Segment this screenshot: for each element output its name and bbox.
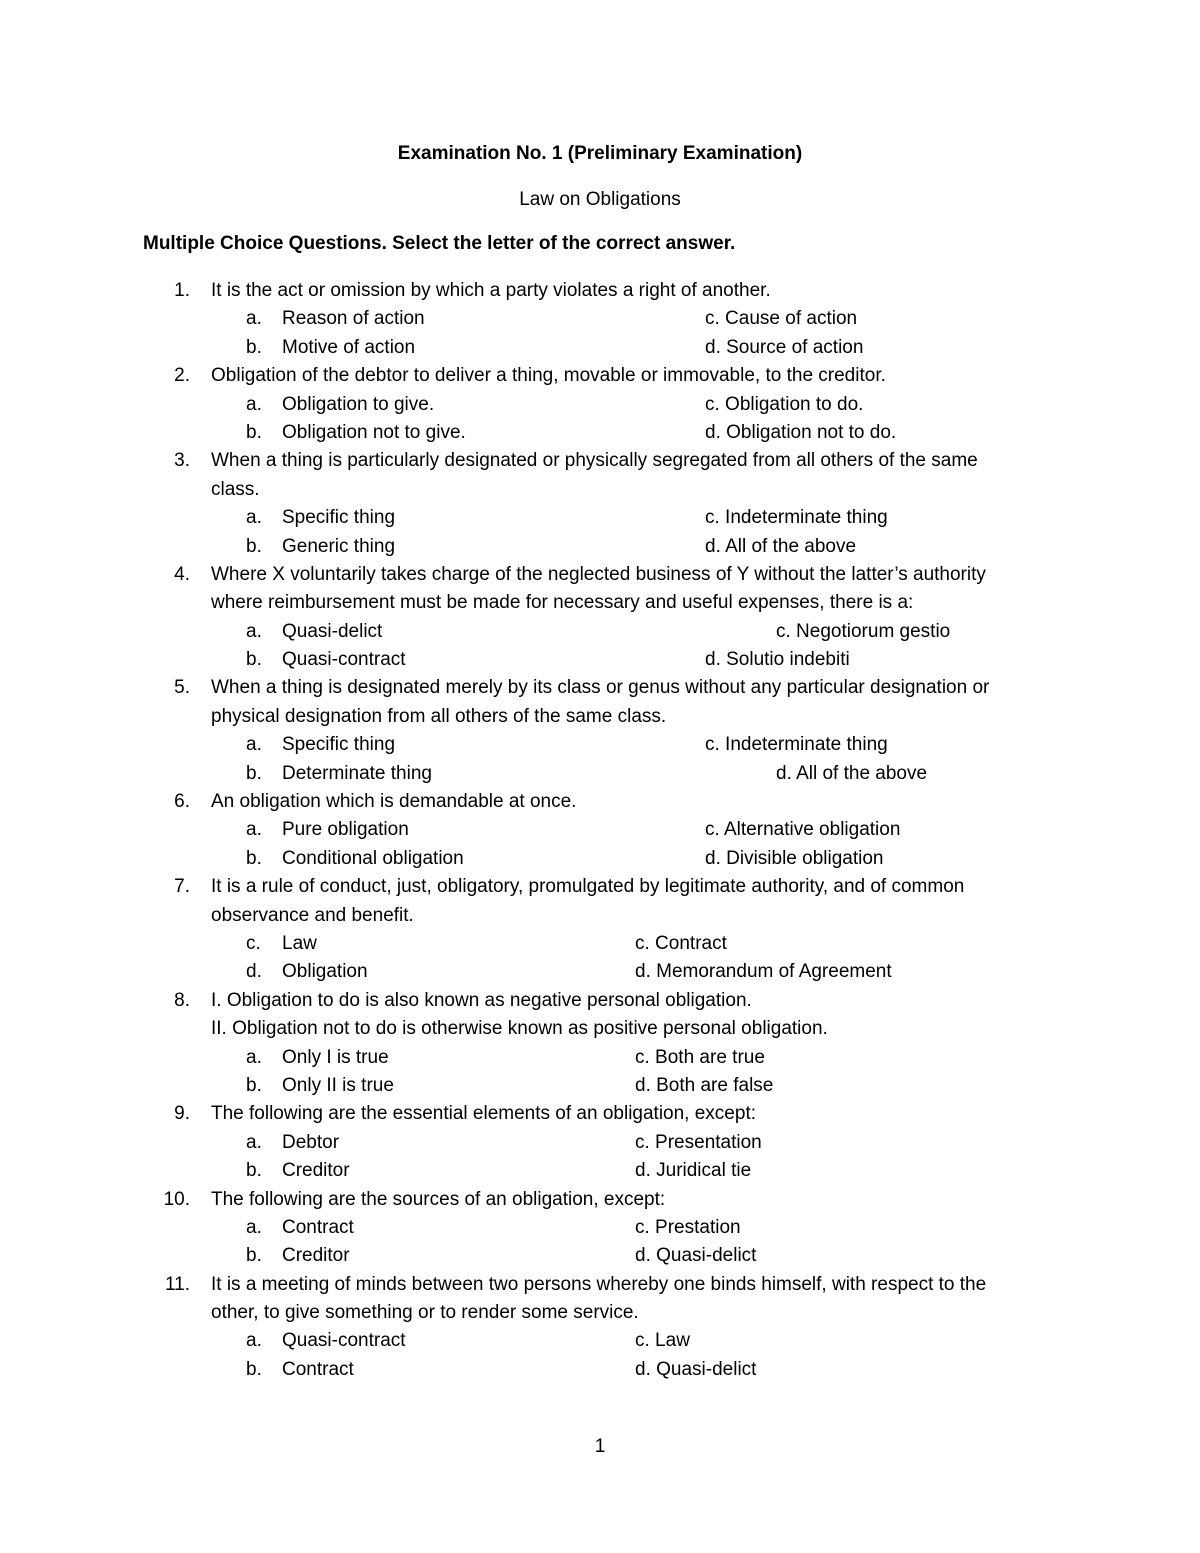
question-item	[0, 1100, 1200, 1185]
option-text: Quasi-delict	[282, 620, 383, 642]
question-line	[0, 987, 1200, 1015]
question-text: observance and benefit.	[211, 904, 414, 926]
question-item	[0, 362, 1200, 447]
option-letter: b.	[246, 1160, 262, 1182]
option-text: Debtor	[282, 1131, 340, 1153]
question-item	[0, 447, 1200, 561]
option-letter: b.	[246, 1074, 262, 1096]
option-text: Contract	[282, 1216, 354, 1238]
option-right: c. Both are true	[635, 1046, 765, 1068]
option-right: c. Alternative obligation	[705, 819, 901, 841]
option-row	[0, 1327, 1200, 1355]
question-text: other, to give something or to render some service.	[211, 1302, 639, 1324]
question-line	[0, 362, 1200, 390]
question-text: class.	[211, 478, 260, 500]
option-row	[0, 731, 1200, 759]
option-right: c. Obligation to do.	[705, 393, 864, 415]
question-text: When a thing is designated merely by its class or genus without any particular designation or	[211, 677, 990, 699]
option-row	[0, 1356, 1200, 1384]
question-number: 8.	[174, 989, 190, 1011]
question-number: 3.	[174, 450, 190, 472]
question-line	[0, 561, 1200, 589]
option-right: d. Source of action	[705, 336, 864, 358]
option-row	[0, 958, 1200, 986]
question-line	[0, 1015, 1200, 1043]
option-text: Only II is true	[282, 1074, 394, 1096]
question-item	[0, 987, 1200, 1101]
question-number: 4.	[174, 563, 190, 585]
question-number: 2.	[174, 365, 190, 387]
question-item	[0, 788, 1200, 873]
option-row	[0, 504, 1200, 532]
question-text: The following are the essential elements of an obligation, except:	[211, 1103, 756, 1125]
option-letter: a.	[246, 393, 262, 415]
option-letter: c.	[246, 932, 261, 954]
option-row	[0, 816, 1200, 844]
option-row	[0, 930, 1200, 958]
question-line	[0, 476, 1200, 504]
option-right: d. Solutio indebiti	[705, 649, 850, 671]
question-line	[0, 788, 1200, 816]
option-text: Obligation to give.	[282, 393, 435, 415]
question-line	[0, 873, 1200, 901]
option-letter: a.	[246, 1046, 262, 1068]
option-text: Law	[282, 932, 317, 954]
option-letter: b.	[246, 762, 262, 784]
option-letter: a.	[246, 1131, 262, 1153]
option-right: c. Cause of action	[705, 308, 858, 330]
option-letter: a.	[246, 620, 262, 642]
question-line	[0, 1271, 1200, 1299]
option-text: Contract	[282, 1358, 354, 1380]
question-number: 5.	[174, 677, 190, 699]
option-row	[0, 334, 1200, 362]
option-letter: b.	[246, 535, 262, 557]
exam-subtitle: Law on Obligations	[519, 189, 681, 210]
question-line	[0, 1299, 1200, 1327]
option-letter: b.	[246, 847, 262, 869]
option-letter: b.	[246, 421, 262, 443]
option-letter: b.	[246, 1245, 262, 1267]
question-number: 7.	[174, 876, 190, 898]
option-row	[0, 1242, 1200, 1270]
question-item	[0, 1271, 1200, 1385]
question-number: 10.	[163, 1188, 190, 1210]
question-line	[0, 902, 1200, 930]
question-text: The following are the sources of an obligation, except:	[211, 1188, 666, 1210]
option-letter: b.	[246, 336, 262, 358]
question-text: I. Obligation to do is also known as negative personal obligation.	[211, 989, 752, 1011]
question-text: When a thing is particularly designated or physically segregated from all others of the same	[211, 450, 978, 472]
option-right: c. Presentation	[635, 1131, 762, 1153]
option-row	[0, 646, 1200, 674]
question-text: It is the act or omission by which a party violates a right of another.	[211, 280, 771, 301]
question-line	[0, 1100, 1200, 1128]
exam-title: Examination No. 1 (Preliminary Examination)	[397, 143, 803, 164]
question-item	[0, 561, 1200, 675]
option-text: Specific thing	[282, 734, 396, 756]
option-right: c. Indeterminate thing	[705, 507, 888, 529]
option-text: Generic thing	[282, 535, 396, 557]
question-number: 11.	[164, 1273, 190, 1295]
option-text: Only I is true	[282, 1046, 389, 1068]
question-text: An obligation which is demandable at once.	[211, 791, 577, 813]
option-text: Creditor	[282, 1160, 350, 1182]
question-number: 1.	[174, 280, 190, 301]
option-right: c. Prestation	[635, 1216, 741, 1238]
question-line	[0, 703, 1200, 731]
question-line	[0, 1186, 1200, 1214]
option-row	[0, 618, 1200, 646]
question-text: Obligation of the debtor to deliver a thing, movable or immovable, to the creditor.	[211, 365, 886, 387]
option-right: d. Juridical tie	[635, 1160, 752, 1182]
question-line	[0, 277, 1200, 305]
option-text: Obligation not to give.	[282, 421, 466, 443]
option-row	[0, 305, 1200, 333]
option-text: Determinate thing	[282, 762, 432, 784]
option-letter: b.	[246, 1358, 262, 1380]
question-item	[0, 674, 1200, 788]
option-row	[0, 1157, 1200, 1185]
question-text: Where X voluntarily takes charge of the neglected business of Y without the latter’s authority	[211, 563, 986, 585]
option-row	[0, 533, 1200, 561]
option-text: Obligation	[282, 961, 368, 983]
page-number: 1	[594, 1436, 606, 1457]
option-row	[0, 1072, 1200, 1100]
option-letter: a.	[246, 1330, 262, 1352]
question-number: 9.	[174, 1103, 190, 1125]
option-letter: d.	[246, 961, 262, 983]
option-row	[0, 391, 1200, 419]
exam-instructions: Multiple Choice Questions. Select the letter of the correct answer.	[143, 233, 736, 254]
question-number: 6.	[174, 791, 190, 813]
question-text: It is a meeting of minds between two persons whereby one binds himself, with respect to the	[211, 1273, 987, 1295]
question-text: II. Obligation not to do is otherwise known as positive personal obligation.	[211, 1018, 828, 1040]
option-row	[0, 760, 1200, 788]
option-right: d. All of the above	[705, 535, 857, 557]
option-row	[0, 419, 1200, 447]
option-text: Conditional obligation	[282, 847, 464, 869]
question-text: where reimbursement must be made for necessary and useful expenses, there is a:	[211, 592, 914, 614]
question-text: It is a rule of conduct, just, obligatory, promulgated by legitimate authority, and of common	[211, 876, 965, 898]
option-letter: a.	[246, 1216, 262, 1238]
question-item	[0, 1186, 1200, 1271]
option-text: Pure obligation	[282, 819, 409, 841]
option-right: d. Memorandum of Agreement	[635, 961, 892, 983]
option-row	[0, 1129, 1200, 1157]
option-right: c. Indeterminate thing	[705, 734, 888, 756]
option-text: Specific thing	[282, 507, 396, 529]
option-letter: a.	[246, 507, 262, 529]
option-row	[0, 1044, 1200, 1072]
question-line	[0, 589, 1200, 617]
option-right: c. Contract	[635, 932, 727, 954]
question-line	[0, 447, 1200, 475]
option-letter: a.	[246, 734, 262, 756]
option-right: d. Divisible obligation	[705, 847, 884, 869]
question-item	[0, 277, 1200, 362]
option-right: c. Law	[635, 1330, 690, 1352]
question-line	[0, 674, 1200, 702]
option-letter: a.	[246, 308, 262, 330]
option-text: Creditor	[282, 1245, 350, 1267]
option-right: d. Quasi-delict	[635, 1358, 757, 1380]
option-right: d. All of the above	[776, 762, 928, 784]
question-list	[0, 277, 1200, 1384]
option-letter: b.	[246, 649, 262, 671]
question-item	[0, 873, 1200, 987]
option-text: Quasi-contract	[282, 649, 406, 671]
option-text: Motive of action	[282, 336, 416, 358]
option-text: Reason of action	[282, 308, 425, 330]
option-right: d. Quasi-delict	[635, 1245, 757, 1267]
question-text: physical designation from all others of the same class.	[211, 705, 667, 727]
option-right: d. Both are false	[635, 1074, 774, 1096]
option-letter: a.	[246, 819, 262, 841]
option-row	[0, 845, 1200, 873]
option-right: c. Negotiorum gestio	[776, 620, 951, 642]
option-right: d. Obligation not to do.	[705, 421, 897, 443]
option-row	[0, 1214, 1200, 1242]
option-text: Quasi-contract	[282, 1330, 406, 1352]
